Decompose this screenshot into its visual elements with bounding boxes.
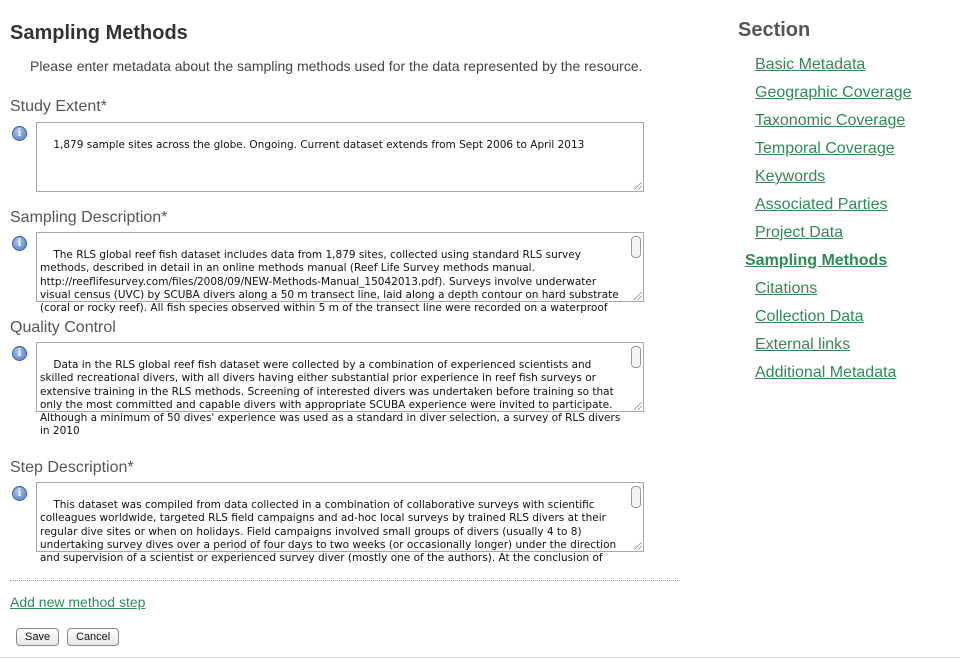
info-icon[interactable]: i	[12, 486, 27, 501]
quality-control-textarea[interactable]	[36, 342, 644, 438]
sidebar-item-temporal-coverage[interactable]: Temporal Coverage	[755, 140, 895, 157]
sidebar-item-external-links[interactable]: External links	[755, 336, 851, 353]
page-intro: Please enter metadata about the sampling methods used for the data represented by the resource.	[30, 58, 643, 74]
save-button[interactable]: Save	[16, 628, 59, 646]
section-divider	[10, 580, 680, 581]
scrollbar-thumb[interactable]	[631, 486, 641, 508]
cancel-button[interactable]: Cancel	[67, 628, 119, 646]
sidebar-item-collection-data[interactable]: Collection Data	[755, 308, 864, 325]
quality-control-label: Quality Control	[10, 319, 116, 336]
resize-grip-icon[interactable]	[634, 402, 642, 410]
study-extent-label: Study Extent*	[10, 98, 107, 115]
sidebar-item-sampling-methods[interactable]: Sampling Methods	[745, 252, 888, 269]
step-description-value: This dataset was compiled from data collected in a combination of collaborative surveys with scientific colleagues worldwide, targeted RLS field campaigns and ad-hoc local surveys by trained RLS divers at their regular dive sites or when on holidays. Field campaigns involved small groups of divers (usually 4 to 8) undertaking survey dives over a period of four days to two weeks (or occasionally longer) under the direction and supervision of a scientist or experienced survey diver (mostly one of the authors). At the conclusion of	[40, 499, 620, 565]
sidebar-item-basic-metadata[interactable]: Basic Metadata	[755, 56, 866, 73]
sampling-description-label: Sampling Description*	[10, 209, 168, 226]
resize-grip-icon[interactable]	[634, 182, 642, 190]
sampling-description-textarea[interactable]	[36, 232, 644, 315]
study-extent-textarea[interactable]	[36, 122, 644, 192]
sidebar-item-additional-metadata[interactable]: Additional Metadata	[755, 364, 897, 381]
info-icon[interactable]: i	[12, 236, 27, 251]
info-icon[interactable]: i	[12, 346, 27, 361]
page-title: Sampling Methods	[10, 22, 188, 44]
scrollbar-thumb[interactable]	[631, 346, 641, 368]
sidebar-item-geographic-coverage[interactable]: Geographic Coverage	[755, 84, 912, 101]
add-method-step-link[interactable]: Add new method step	[10, 594, 146, 610]
sidebar-item-taxonomic-coverage[interactable]: Taxonomic Coverage	[755, 112, 906, 129]
sampling-description-value: The RLS global reef fish dataset includes data from 1,879 sites, collected using standard RLS survey methods, described in detail in an online methods manual (Reef Life Survey methods manual. http://reeflifesurvey.com/files/2008/09/NEW-Methods-Manual_15042013.pdf). Surveys involve underwater visual census (UVC) by SCUBA divers along a 50 m transect line, laid along a depth contour on hard substrate (coral or rocky reef). All fish species observed within 5 m of the transect line were recorded on a waterproof	[40, 249, 623, 315]
resize-grip-icon[interactable]	[634, 292, 642, 300]
step-description-label: Step Description*	[10, 459, 134, 476]
quality-control-value: Data in the RLS global reef fish dataset were collected by a combination of experienced scientists and skilled recreational divers, with all divers having either substantial prior experience in reef fish surveys or extensive training in the RLS methods. Screening of interested divers was undertaken before training so that only the most committed and capable divers with appropriate SCUBA experience were invited to participate. Although a minimum of 50 dives' experience was used as a standard in diver selection, a survey of RLS divers in 2010	[40, 359, 624, 438]
resize-grip-icon[interactable]	[634, 542, 642, 550]
sidebar-item-associated-parties[interactable]: Associated Parties	[755, 196, 888, 213]
footer-divider	[0, 657, 960, 658]
sidebar-item-keywords[interactable]: Keywords	[755, 168, 826, 185]
study-extent-value: 1,879 sample sites across the globe. Ongoing. Current dataset extends from Sept 2006 to April 2013	[53, 139, 585, 152]
step-description-textarea[interactable]	[36, 482, 644, 565]
sidebar-item-project-data[interactable]: Project Data	[755, 224, 844, 241]
info-icon[interactable]: i	[12, 126, 27, 141]
sidebar-heading: Section	[738, 19, 811, 41]
scrollbar-thumb[interactable]	[631, 236, 641, 258]
sidebar-item-citations[interactable]: Citations	[755, 280, 818, 297]
